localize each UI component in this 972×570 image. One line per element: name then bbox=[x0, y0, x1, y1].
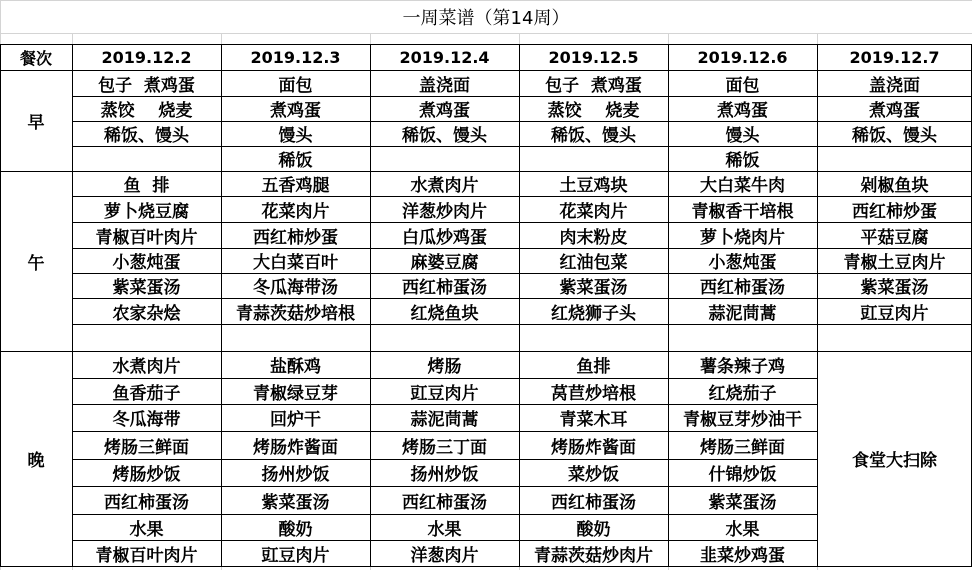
dinner-cell: 莴苣炒培根 bbox=[551, 383, 636, 404]
date-header-5: 2019.12.7 bbox=[849, 47, 940, 67]
table-border-horizontal bbox=[72, 404, 817, 405]
breakfast-cell: 盖浇面 bbox=[869, 75, 920, 96]
lunch-cell: 青椒香干培根 bbox=[691, 201, 794, 222]
lunch-cell: 冬瓜海带汤 bbox=[253, 278, 338, 298]
meal-label-lunch: 午 bbox=[27, 253, 45, 274]
table-border-horizontal bbox=[72, 222, 972, 223]
meal-column-header: 餐次 bbox=[19, 48, 52, 68]
lunch-cell: 大白菜牛肉 bbox=[700, 176, 785, 196]
lunch-cell: 青蒜茨菇炒培根 bbox=[236, 303, 355, 324]
table-border-vertical bbox=[817, 44, 818, 566]
dinner-cell: 紫菜蛋汤 bbox=[708, 492, 777, 513]
table-border-vertical bbox=[519, 44, 520, 566]
table-border-horizontal bbox=[72, 486, 817, 487]
dinner-cell: 水煮肉片 bbox=[112, 357, 181, 377]
dinner-cell: 西红柿蛋汤 bbox=[402, 492, 487, 513]
lunch-cell: 红烧鱼块 bbox=[410, 303, 479, 324]
lunch-cell: 西红柿蛋汤 bbox=[402, 278, 487, 298]
breakfast-cell: 面包 bbox=[725, 75, 760, 96]
breakfast-cell bbox=[72, 146, 221, 171]
dinner-cell: 薯条辣子鸡 bbox=[700, 357, 785, 377]
table-border-horizontal bbox=[0, 44, 972, 45]
dinner-cell: 烤肠炸酱面 bbox=[253, 437, 338, 458]
dinner-cell: 豇豆肉片 bbox=[410, 383, 479, 404]
breakfast-cell bbox=[817, 146, 972, 171]
breakfast-cell: 馒头 bbox=[725, 126, 760, 146]
breakfast-cell: 煮鸡蛋 bbox=[270, 101, 321, 121]
dinner-cell: 菜炒饭 bbox=[568, 465, 619, 485]
page-title: 一周菜谱（第14周） bbox=[402, 7, 570, 29]
dinner-cell: 豇豆肉片 bbox=[261, 545, 330, 566]
lunch-cell: 紫菜蛋汤 bbox=[112, 278, 181, 298]
dinner-cell: 扬州炒饭 bbox=[261, 465, 330, 485]
date-header-1: 2019.12.3 bbox=[250, 47, 341, 67]
breakfast-cell: 煮鸡蛋 bbox=[869, 101, 920, 121]
table-border-horizontal bbox=[72, 298, 972, 299]
dinner-cell: 青椒百叶肉片 bbox=[95, 545, 198, 566]
lunch-cell: 鱼 排 bbox=[123, 176, 170, 196]
lunch-cell: 花菜肉片 bbox=[559, 201, 628, 222]
dinner-cell: 鱼排 bbox=[576, 357, 611, 377]
lunch-cell: 青椒百叶肉片 bbox=[95, 227, 198, 248]
lunch-cell: 平菇豆腐 bbox=[860, 227, 929, 248]
breakfast-cell: 稀饭、馒头 bbox=[852, 126, 937, 146]
breakfast-cell: 煮鸡蛋 bbox=[419, 101, 470, 121]
date-header-3: 2019.12.5 bbox=[548, 47, 639, 67]
lunch-cell: 萝卜烧肉片 bbox=[700, 227, 785, 248]
lunch-cell: 小葱炖蛋 bbox=[708, 253, 777, 273]
lunch-cell: 剁椒鱼块 bbox=[860, 176, 929, 196]
saturday-dinner-note: 食堂大扫除 bbox=[852, 451, 937, 471]
breakfast-cell: 稀饭 bbox=[278, 151, 313, 171]
breakfast-cell: 包子 煮鸡蛋 bbox=[98, 75, 195, 96]
lunch-cell: 西红柿炒蛋 bbox=[852, 201, 937, 222]
breakfast-cell: 面包 bbox=[278, 75, 313, 96]
dinner-cell: 酸奶 bbox=[278, 519, 313, 540]
table-border-horizontal bbox=[0, 171, 972, 172]
dinner-cell: 冬瓜海带 bbox=[112, 410, 181, 430]
breakfast-cell: 稀饭 bbox=[725, 151, 760, 171]
dinner-cell: 什锦炒饭 bbox=[708, 465, 777, 485]
table-border-vertical bbox=[370, 44, 371, 566]
table-border-vertical bbox=[221, 44, 222, 566]
dinner-cell: 水果 bbox=[129, 519, 164, 540]
date-header-4: 2019.12.6 bbox=[697, 47, 788, 67]
dinner-cell: 青椒豆芽炒油干 bbox=[683, 410, 802, 430]
lunch-cell bbox=[519, 324, 668, 351]
lunch-cell: 萝卜烧豆腐 bbox=[104, 201, 189, 222]
table-border-horizontal bbox=[0, 351, 972, 352]
breakfast-cell: 稀饭、馒头 bbox=[104, 126, 189, 146]
dinner-cell: 扬州炒饭 bbox=[410, 465, 479, 485]
lunch-cell: 红油包菜 bbox=[559, 253, 628, 273]
dinner-cell: 青椒绿豆芽 bbox=[253, 383, 338, 404]
breakfast-cell: 盖浇面 bbox=[419, 75, 470, 96]
table-border-horizontal bbox=[72, 96, 972, 97]
dinner-cell: 蒜泥茼蒿 bbox=[410, 410, 479, 430]
table-border-horizontal bbox=[72, 121, 972, 122]
breakfast-cell: 稀饭、馒头 bbox=[402, 126, 487, 146]
dinner-cell: 鱼香茄子 bbox=[112, 383, 181, 404]
dinner-cell: 烤肠三鲜面 bbox=[700, 437, 785, 458]
dinner-cell: 韭菜炒鸡蛋 bbox=[700, 545, 785, 566]
table-border-horizontal bbox=[818, 566, 972, 567]
table-border-horizontal bbox=[72, 540, 817, 541]
table-border-horizontal bbox=[72, 324, 972, 325]
breakfast-cell: 蒸饺 烧麦 bbox=[547, 101, 640, 121]
dinner-cell: 水果 bbox=[725, 519, 760, 540]
dinner-cell: 烤肠三鲜面 bbox=[104, 437, 189, 458]
lunch-cell: 洋葱炒肉片 bbox=[402, 201, 487, 222]
dinner-cell: 西红柿蛋汤 bbox=[104, 492, 189, 513]
breakfast-cell bbox=[519, 146, 668, 171]
dinner-cell: 红烧茄子 bbox=[708, 383, 777, 404]
dinner-cell: 洋葱肉片 bbox=[410, 545, 479, 566]
lunch-cell: 土豆鸡块 bbox=[559, 176, 628, 196]
table-border-horizontal bbox=[72, 459, 817, 460]
lunch-cell: 紫菜蛋汤 bbox=[860, 278, 929, 298]
breakfast-cell: 蒸饺 烧麦 bbox=[100, 101, 193, 121]
dinner-cell: 烤肠炸酱面 bbox=[551, 437, 636, 458]
table-border-horizontal bbox=[0, 70, 972, 71]
dinner-cell: 酸奶 bbox=[576, 519, 611, 540]
lunch-cell: 麻婆豆腐 bbox=[410, 253, 479, 273]
lunch-cell bbox=[668, 324, 817, 351]
dinner-cell: 盐酥鸡 bbox=[270, 357, 321, 377]
table-border-vertical bbox=[72, 44, 73, 566]
dinner-cell: 烤肠炒饭 bbox=[112, 465, 181, 485]
lunch-cell: 蒜泥茼蒿 bbox=[708, 303, 777, 324]
lunch-cell: 青椒土豆肉片 bbox=[843, 253, 946, 273]
date-header-0: 2019.12.2 bbox=[101, 47, 192, 67]
lunch-cell bbox=[221, 324, 370, 351]
lunch-cell: 农家杂烩 bbox=[112, 303, 181, 324]
lunch-cell: 白瓜炒鸡蛋 bbox=[402, 227, 487, 248]
lunch-cell bbox=[370, 324, 519, 351]
lunch-cell bbox=[72, 324, 221, 351]
lunch-cell bbox=[817, 324, 972, 351]
breakfast-cell: 煮鸡蛋 bbox=[717, 101, 768, 121]
lunch-cell: 花菜肉片 bbox=[261, 201, 330, 222]
meal-label-breakfast: 早 bbox=[27, 113, 45, 133]
lunch-cell: 西红柿蛋汤 bbox=[700, 278, 785, 298]
table-border-horizontal bbox=[72, 248, 972, 249]
dinner-cell: 西红柿蛋汤 bbox=[551, 492, 636, 513]
lunch-cell: 小葱炖蛋 bbox=[112, 253, 181, 273]
meal-label-dinner: 晚 bbox=[27, 451, 45, 471]
breakfast-cell: 馒头 bbox=[278, 126, 313, 146]
table-border-horizontal bbox=[72, 431, 817, 432]
lunch-cell: 西红柿炒蛋 bbox=[253, 227, 338, 248]
dinner-cell: 青菜木耳 bbox=[559, 410, 628, 430]
lunch-cell: 大白菜百叶 bbox=[253, 253, 338, 273]
table-border-horizontal bbox=[72, 196, 972, 197]
table-border-horizontal bbox=[72, 146, 972, 147]
dinner-cell: 青蒜茨菇炒肉片 bbox=[534, 545, 653, 566]
table-border-horizontal bbox=[72, 273, 972, 274]
breakfast-cell: 稀饭、馒头 bbox=[551, 126, 636, 146]
dinner-cell: 紫菜蛋汤 bbox=[261, 492, 330, 513]
dinner-cell: 回炉干 bbox=[270, 410, 321, 430]
lunch-cell: 紫菜蛋汤 bbox=[559, 278, 628, 298]
grid-line-horizontal bbox=[0, 33, 972, 34]
lunch-cell: 豇豆肉片 bbox=[860, 303, 929, 324]
table-border-horizontal bbox=[72, 514, 817, 515]
dinner-cell: 水果 bbox=[427, 519, 462, 540]
table-border-horizontal bbox=[0, 566, 818, 567]
date-header-2: 2019.12.4 bbox=[399, 47, 490, 67]
breakfast-cell: 包子 煮鸡蛋 bbox=[545, 75, 642, 96]
lunch-cell: 五香鸡腿 bbox=[261, 176, 330, 196]
table-border-vertical bbox=[668, 44, 669, 566]
table-border-vertical bbox=[0, 44, 1, 566]
lunch-cell: 肉末粉皮 bbox=[559, 227, 628, 248]
lunch-cell: 红烧狮子头 bbox=[551, 303, 636, 324]
dinner-cell: 烤肠三丁面 bbox=[402, 437, 487, 458]
lunch-cell: 水煮肉片 bbox=[410, 176, 479, 196]
dinner-cell: 烤肠 bbox=[427, 357, 462, 377]
breakfast-cell bbox=[370, 146, 519, 171]
table-border-horizontal bbox=[72, 378, 817, 379]
